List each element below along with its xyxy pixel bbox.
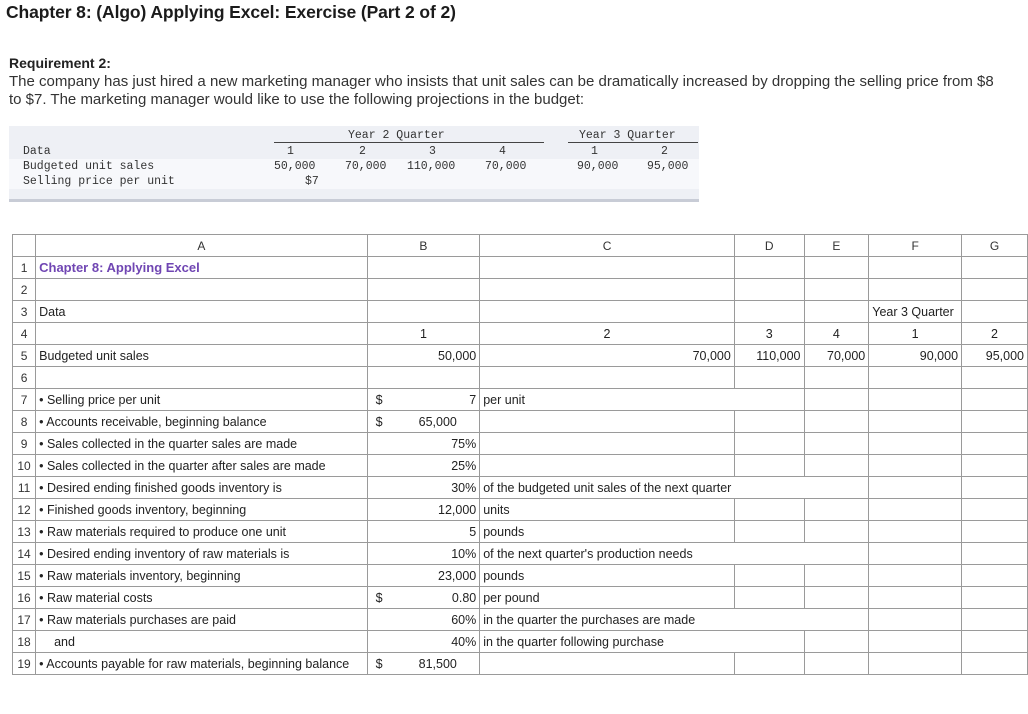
cell-b1[interactable] bbox=[367, 257, 480, 279]
sheet-row-2 bbox=[13, 279, 1028, 301]
cell-g13[interactable] bbox=[962, 521, 1028, 543]
row-number[interactable]: 1 bbox=[13, 257, 36, 279]
cell-c13[interactable]: pounds bbox=[480, 521, 735, 543]
cell-a13[interactable]: • Raw materials required to produce one unit bbox=[36, 521, 368, 543]
sheet-row-13 bbox=[13, 521, 1028, 543]
cell-c7[interactable]: per unit bbox=[480, 389, 735, 411]
databox-row-budgeted bbox=[9, 159, 699, 174]
sheet-row-7 bbox=[13, 389, 1028, 411]
cell-b19[interactable]: 81,500 bbox=[415, 653, 480, 675]
cell-d13[interactable] bbox=[734, 521, 804, 543]
cell-c14[interactable]: of the next quarter's production needs bbox=[480, 543, 735, 565]
databox-budgeted-value: 70,000 bbox=[345, 160, 387, 173]
cell-f7[interactable] bbox=[869, 389, 962, 411]
cell-f8[interactable] bbox=[869, 411, 962, 433]
cell-b8-currency[interactable]: $ bbox=[367, 411, 415, 433]
databox-budgeted-label: Budgeted unit sales bbox=[23, 160, 155, 173]
sheet-row-9 bbox=[13, 433, 1028, 455]
databox-budgeted-value: 90,000 bbox=[577, 160, 619, 173]
cell-f2[interactable] bbox=[869, 279, 962, 301]
cell-a10[interactable]: • Sales collected in the quarter after sales are made bbox=[36, 455, 368, 477]
cell-a11[interactable]: • Desired ending finished goods inventory is bbox=[36, 477, 368, 499]
cell-a18[interactable]: and bbox=[36, 631, 368, 653]
sheet-row-14 bbox=[13, 543, 1028, 565]
cell-c4[interactable]: 2 bbox=[480, 323, 735, 345]
databox-quarter: 1 bbox=[287, 145, 294, 158]
row-number[interactable]: 6 bbox=[13, 367, 36, 389]
sheet-row-11 bbox=[13, 477, 1028, 499]
cell-g18[interactable] bbox=[962, 631, 1028, 653]
cell-f12[interactable] bbox=[869, 499, 962, 521]
databox-quarter: 2 bbox=[661, 145, 668, 158]
sheet-title: Chapter 8: Applying Excel bbox=[39, 260, 200, 275]
cell-b19-currency[interactable]: $ bbox=[367, 653, 415, 675]
cell-g2[interactable] bbox=[962, 279, 1028, 301]
cell-f19[interactable] bbox=[869, 653, 962, 675]
cell-d10[interactable] bbox=[734, 455, 804, 477]
cell-g14[interactable] bbox=[962, 543, 1028, 565]
cell-a8[interactable]: • Accounts receivable, beginning balance bbox=[36, 411, 368, 433]
cell-g11[interactable] bbox=[962, 477, 1028, 499]
sheet-row-12 bbox=[13, 499, 1028, 521]
cell-b4[interactable]: 1 bbox=[367, 323, 480, 345]
cell-a15[interactable]: • Raw materials inventory, beginning bbox=[36, 565, 368, 587]
cell-b3[interactable] bbox=[367, 301, 480, 323]
cell-f5[interactable]: 90,000 bbox=[869, 345, 962, 367]
cell-b16[interactable]: 0.80 bbox=[415, 587, 480, 609]
cell-b11[interactable]: 30% bbox=[367, 477, 480, 499]
column-header-e[interactable]: E bbox=[804, 235, 869, 257]
cell-f3[interactable]: Year 3 Quarter bbox=[869, 301, 962, 323]
cell-g4[interactable]: 2 bbox=[962, 323, 1028, 345]
cell-e3[interactable] bbox=[804, 301, 869, 323]
cell-a4[interactable] bbox=[36, 323, 368, 345]
cell-d9[interactable] bbox=[734, 433, 804, 455]
cell-b8[interactable]: 65,000 bbox=[415, 411, 480, 433]
requirement-label: Requirement 2: bbox=[9, 55, 111, 71]
column-header-d[interactable]: D bbox=[734, 235, 804, 257]
projection-data-box bbox=[9, 126, 699, 202]
cell-e12[interactable] bbox=[804, 499, 869, 521]
cell-e13[interactable] bbox=[804, 521, 869, 543]
row-number[interactable]: 15 bbox=[13, 565, 36, 587]
cell-d14[interactable] bbox=[734, 543, 804, 565]
cell-g1[interactable] bbox=[962, 257, 1028, 279]
cell-c10[interactable] bbox=[480, 455, 735, 477]
cell-g12[interactable] bbox=[962, 499, 1028, 521]
cell-f17[interactable] bbox=[869, 609, 962, 631]
cell-a6[interactable] bbox=[36, 367, 368, 389]
cell-b10[interactable]: 25% bbox=[367, 455, 480, 477]
cell-d3[interactable] bbox=[734, 301, 804, 323]
cell-g3[interactable] bbox=[962, 301, 1028, 323]
cell-a16[interactable]: • Raw material costs bbox=[36, 587, 368, 609]
sheet-row-6 bbox=[13, 367, 1028, 389]
cell-g15[interactable] bbox=[962, 565, 1028, 587]
column-header-a[interactable]: A bbox=[36, 235, 368, 257]
databox-price-label: Selling price per unit bbox=[23, 175, 175, 188]
row-number[interactable]: 17 bbox=[13, 609, 36, 631]
cell-b9[interactable]: 75% bbox=[367, 433, 480, 455]
cell-c15[interactable]: pounds bbox=[480, 565, 735, 587]
year3-quarter-header: Year 3 Quarter bbox=[579, 129, 676, 142]
row-number[interactable]: 13 bbox=[13, 521, 36, 543]
cell-g5[interactable]: 95,000 bbox=[962, 345, 1028, 367]
row-number[interactable]: 10 bbox=[13, 455, 36, 477]
cell-e18[interactable] bbox=[804, 631, 869, 653]
cell-d18[interactable] bbox=[734, 631, 804, 653]
databox-budgeted-value: 70,000 bbox=[485, 160, 527, 173]
row-number[interactable]: 7 bbox=[13, 389, 36, 411]
databox-budgeted-value: 110,000 bbox=[407, 160, 456, 173]
year2-quarter-header: Year 2 Quarter bbox=[348, 129, 445, 142]
sheet-row-17 bbox=[13, 609, 1028, 631]
cell-b2[interactable] bbox=[367, 279, 480, 301]
databox-quarter: 3 bbox=[429, 145, 436, 158]
cell-b15[interactable]: 23,000 bbox=[367, 565, 480, 587]
cell-b16-currency[interactable]: $ bbox=[367, 587, 415, 609]
cell-f18[interactable] bbox=[869, 631, 962, 653]
cell-b18[interactable]: 40% bbox=[367, 631, 480, 653]
cell-e10[interactable] bbox=[804, 455, 869, 477]
cell-f10[interactable] bbox=[869, 455, 962, 477]
cell-f1[interactable] bbox=[869, 257, 962, 279]
cell-f11[interactable] bbox=[869, 477, 962, 499]
cell-g7[interactable] bbox=[962, 389, 1028, 411]
cell-c19[interactable] bbox=[480, 653, 735, 675]
sheet-row-4 bbox=[13, 323, 1028, 345]
row-number[interactable]: 18 bbox=[13, 631, 36, 653]
cell-e2[interactable] bbox=[804, 279, 869, 301]
cell-g6[interactable] bbox=[962, 367, 1028, 389]
cell-d12[interactable] bbox=[734, 499, 804, 521]
column-header-g[interactable]: G bbox=[962, 235, 1028, 257]
cell-f4[interactable]: 1 bbox=[869, 323, 962, 345]
databox-row-price bbox=[9, 174, 699, 189]
cell-f6[interactable] bbox=[869, 367, 962, 389]
cell-c18[interactable]: in the quarter following purchase bbox=[480, 631, 735, 653]
cell-d2[interactable] bbox=[734, 279, 804, 301]
cell-d4[interactable]: 3 bbox=[734, 323, 804, 345]
sheet-row-8 bbox=[13, 411, 1028, 433]
cell-e1[interactable] bbox=[804, 257, 869, 279]
cell-e5[interactable]: 70,000 bbox=[804, 345, 869, 367]
cell-e8[interactable] bbox=[804, 411, 869, 433]
row-number[interactable]: 5 bbox=[13, 345, 36, 367]
cell-b7[interactable]: 7 bbox=[415, 389, 480, 411]
spreadsheet-grid bbox=[12, 234, 1028, 675]
cell-c11[interactable]: of the budgeted unit sales of the next quarter bbox=[480, 477, 735, 499]
cell-a17[interactable]: • Raw materials purchases are paid bbox=[36, 609, 368, 631]
cell-c1[interactable] bbox=[480, 257, 735, 279]
sheet-row-3 bbox=[13, 301, 1028, 323]
requirement-text: The company has just hired a new marketing manager who insists that unit sales can be dramatically increased by dropping the selling price from $8 to $7. The marketing manager would like to use the following projections in the budget: bbox=[9, 73, 994, 108]
cell-g9[interactable] bbox=[962, 433, 1028, 455]
sheet-row-15 bbox=[13, 565, 1028, 587]
cell-g17[interactable] bbox=[962, 609, 1028, 631]
cell-e14[interactable] bbox=[804, 543, 869, 565]
cell-c16[interactable]: per pound bbox=[480, 587, 735, 609]
cell-c2[interactable] bbox=[480, 279, 735, 301]
cell-e11[interactable] bbox=[804, 477, 869, 499]
cell-b12[interactable]: 12,000 bbox=[367, 499, 480, 521]
row-number[interactable]: 19 bbox=[13, 653, 36, 675]
cell-c8[interactable] bbox=[480, 411, 735, 433]
databox-quarter: 4 bbox=[499, 145, 506, 158]
cell-g10[interactable] bbox=[962, 455, 1028, 477]
cell-d8[interactable] bbox=[734, 411, 804, 433]
cell-d15[interactable] bbox=[734, 565, 804, 587]
cell-b17[interactable]: 60% bbox=[367, 609, 480, 631]
cell-f9[interactable] bbox=[869, 433, 962, 455]
cell-c9[interactable] bbox=[480, 433, 735, 455]
cell-c12[interactable]: units bbox=[480, 499, 735, 521]
cell-d5[interactable]: 110,000 bbox=[734, 345, 804, 367]
row-number[interactable]: 4 bbox=[13, 323, 36, 345]
corner-cell[interactable] bbox=[13, 235, 36, 257]
cell-c5[interactable]: 70,000 bbox=[480, 345, 735, 367]
cell-c17[interactable]: in the quarter the purchases are made bbox=[480, 609, 735, 631]
row-number[interactable]: 9 bbox=[13, 433, 36, 455]
cell-e17[interactable] bbox=[804, 609, 869, 631]
cell-f13[interactable] bbox=[869, 521, 962, 543]
page-title: Chapter 8: (Algo) Applying Excel: Exercise (Part 2 of 2) bbox=[6, 2, 456, 22]
cell-a19[interactable]: • Accounts payable for raw materials, beginning balance bbox=[36, 653, 368, 675]
databox-quarter: 2 bbox=[359, 145, 366, 158]
cell-c6[interactable] bbox=[480, 367, 735, 389]
cell-e7[interactable] bbox=[804, 389, 869, 411]
cell-a2[interactable] bbox=[36, 279, 368, 301]
databox-data-label: Data bbox=[23, 145, 51, 158]
cell-e4[interactable]: 4 bbox=[804, 323, 869, 345]
column-header-c[interactable]: C bbox=[480, 235, 735, 257]
cell-d1[interactable] bbox=[734, 257, 804, 279]
row-number[interactable]: 2 bbox=[13, 279, 36, 301]
sheet-row-18 bbox=[13, 631, 1028, 653]
column-header-f[interactable]: F bbox=[869, 235, 962, 257]
row-number[interactable]: 14 bbox=[13, 543, 36, 565]
row-number[interactable]: 16 bbox=[13, 587, 36, 609]
cell-g19[interactable] bbox=[962, 653, 1028, 675]
cell-f15[interactable] bbox=[869, 565, 962, 587]
sheet-row-10 bbox=[13, 455, 1028, 477]
cell-d16[interactable] bbox=[734, 587, 804, 609]
cell-d11[interactable] bbox=[734, 477, 804, 499]
cell-e19[interactable] bbox=[804, 653, 869, 675]
cell-d6[interactable] bbox=[734, 367, 804, 389]
cell-a5[interactable]: Budgeted unit sales bbox=[36, 345, 368, 367]
cell-b13[interactable]: 5 bbox=[367, 521, 480, 543]
cell-a1[interactable] bbox=[36, 257, 368, 279]
cell-b7-currency[interactable]: $ bbox=[367, 389, 415, 411]
databox-budgeted-value: 50,000 bbox=[274, 160, 316, 173]
sheet-row-16 bbox=[13, 587, 1028, 609]
row-number[interactable]: 11 bbox=[13, 477, 36, 499]
column-header-b[interactable]: B bbox=[367, 235, 480, 257]
sheet-row-19 bbox=[13, 653, 1028, 675]
cell-a3[interactable]: Data bbox=[36, 301, 368, 323]
databox-quarter: 1 bbox=[591, 145, 598, 158]
cell-e16[interactable] bbox=[804, 587, 869, 609]
cell-a14[interactable]: • Desired ending inventory of raw materials is bbox=[36, 543, 368, 565]
cell-a9[interactable]: • Sales collected in the quarter sales are made bbox=[36, 433, 368, 455]
cell-d19[interactable] bbox=[734, 653, 804, 675]
cell-b6[interactable] bbox=[367, 367, 480, 389]
cell-b14[interactable]: 10% bbox=[367, 543, 480, 565]
cell-g16[interactable] bbox=[962, 587, 1028, 609]
sheet-row-1 bbox=[13, 257, 1028, 279]
sheet-row-5 bbox=[13, 345, 1028, 367]
databox-row-quarters bbox=[9, 144, 699, 159]
cell-d17[interactable] bbox=[734, 609, 804, 631]
column-header-row bbox=[13, 235, 1028, 257]
cell-e6[interactable] bbox=[804, 367, 869, 389]
row-number[interactable]: 12 bbox=[13, 499, 36, 521]
cell-g8[interactable] bbox=[962, 411, 1028, 433]
cell-f16[interactable] bbox=[869, 587, 962, 609]
cell-d7[interactable] bbox=[734, 389, 804, 411]
row-number[interactable]: 8 bbox=[13, 411, 36, 433]
cell-e15[interactable] bbox=[804, 565, 869, 587]
cell-f14[interactable] bbox=[869, 543, 962, 565]
cell-a7[interactable]: • Selling price per unit bbox=[36, 389, 368, 411]
row-number[interactable]: 3 bbox=[13, 301, 36, 323]
cell-a12[interactable]: • Finished goods inventory, beginning bbox=[36, 499, 368, 521]
databox-price-value: $7 bbox=[305, 175, 319, 188]
cell-b5[interactable]: 50,000 bbox=[367, 345, 480, 367]
databox-budgeted-value: 95,000 bbox=[647, 160, 689, 173]
cell-e9[interactable] bbox=[804, 433, 869, 455]
cell-c3[interactable] bbox=[480, 301, 735, 323]
